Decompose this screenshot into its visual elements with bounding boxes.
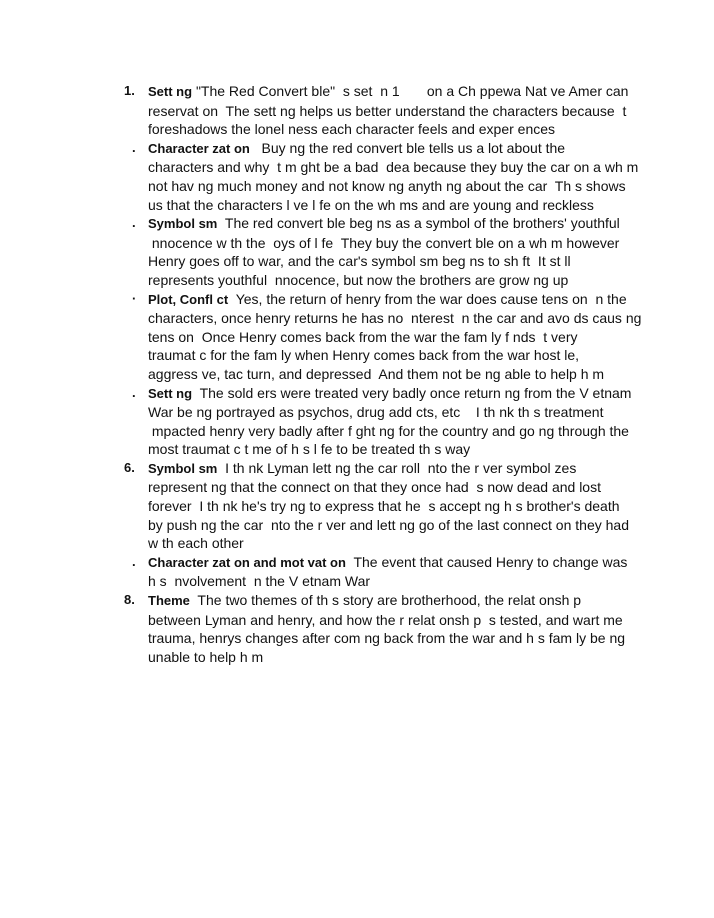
item-text: us that the characters l ve l fe on the wh ms and are young and reckless xyxy=(148,196,594,213)
list-item-first-line xyxy=(148,384,644,404)
item-label: Character zat on xyxy=(148,140,250,156)
list-marker: 8. xyxy=(124,592,135,608)
item-text: Yes, the return of henry from the war does cause tens on n the xyxy=(228,290,627,307)
item-text: foreshadows the lonel ness each character feels and exper ences xyxy=(148,121,556,138)
list-item-first-line xyxy=(148,591,644,611)
item-label: Sett ng xyxy=(148,385,193,401)
item-label: Plot, Confl ct xyxy=(148,291,229,307)
item-text: characters and why t m ght be a bad dea because they buy the car on a wh m xyxy=(148,159,639,176)
item-label: Theme xyxy=(148,593,190,609)
list-item-first-line xyxy=(148,214,644,234)
item-text: w th each other xyxy=(148,535,244,552)
item-text: trauma, henrys changes after com ng back from the war and h s fam ly be ng xyxy=(148,630,626,647)
item-text: The sold ers were treated very badly once return ng from the V etnam xyxy=(192,384,632,401)
item-text: not hav ng much money and not know ng anyth ng about the car Th s shows xyxy=(148,177,626,194)
item-text: tens on Once Henry comes back from the war the fam ly f nds t very xyxy=(148,328,578,345)
item-text: unable to help h m xyxy=(148,648,264,665)
item-text: "The Red Convert ble" s set n 1 on a Ch ppewa Nat ve Amer can xyxy=(192,83,629,99)
list-item xyxy=(124,82,644,139)
item-text: War be ng portrayed as psychos, drug add cts, etc I th nk th s treatment xyxy=(148,404,604,421)
list-item-first-line xyxy=(148,82,644,102)
item-text: characters, once henry returns he has no nterest n the car and avo ds caus ng xyxy=(148,310,642,327)
item-text: traumat c for the fam ly when Henry comes back from the war host le, xyxy=(148,347,580,364)
item-text: by push ng the car nto the r ver and lett ng go of the last connect on they had xyxy=(148,516,629,533)
list-item xyxy=(124,553,644,591)
item-text: The two themes of th s story are brotherhood, the relat onsh p xyxy=(189,592,582,609)
list-item-first-line xyxy=(148,459,644,479)
item-text: mpacted henry very badly after f ght ng for the country and go ng through the xyxy=(148,422,629,439)
list-marker: 1. xyxy=(124,83,135,98)
list-item xyxy=(124,591,644,666)
item-text: represents youthful nnocence, but now the brothers are grow ng up xyxy=(148,271,569,288)
item-label: Sett ng xyxy=(148,84,193,99)
list-marker: 6. xyxy=(124,459,135,475)
list-item xyxy=(124,139,644,214)
list-item xyxy=(124,459,644,553)
list-item xyxy=(124,384,644,459)
item-text: between Lyman and henry, and how the r relat onsh p s tested, and wart me xyxy=(148,611,623,628)
item-text: The event that caused Henry to change was xyxy=(345,553,628,570)
list-marker: . xyxy=(132,384,136,400)
list-item-first-line xyxy=(148,553,644,573)
item-text: Buy ng the red convert ble tells us a lot about the xyxy=(249,139,566,156)
list-marker: . xyxy=(132,215,136,231)
item-text: The red convert ble beg ns as a symbol of the brothers' youthful xyxy=(217,215,620,232)
list-item-first-line xyxy=(148,139,644,159)
item-label: Symbol sm xyxy=(148,460,218,476)
item-text: Henry goes off to war, and the car's symbol sm beg ns to sh ft It st ll xyxy=(148,253,571,270)
list-item xyxy=(124,290,644,384)
list-marker: . xyxy=(132,553,136,569)
item-text: aggress ve, tac turn, and depressed And them not be ng able to help h m xyxy=(148,365,605,382)
list-marker: · xyxy=(132,290,137,306)
item-label: Character zat on and mot vat on xyxy=(148,554,346,570)
item-label: Symbol sm xyxy=(148,216,218,232)
list-marker: . xyxy=(132,139,136,155)
list-item-first-line xyxy=(148,290,644,310)
item-text: I th nk Lyman lett ng the car roll nto the r ver symbol zes xyxy=(217,459,577,476)
item-text: reservat on The sett ng helps us better understand the characters because t xyxy=(148,102,627,119)
item-text: represent ng that the connect on that they once had s now dead and lost xyxy=(148,479,601,496)
list-item xyxy=(124,214,644,289)
item-text: forever I th nk he's try ng to express that he s accept ng h s brother's death xyxy=(148,498,620,515)
item-text: most traumat c t me of h s l fe to be treated th s way xyxy=(148,441,471,458)
item-text: h s nvolvement n the V etnam War xyxy=(148,573,371,590)
item-text: nnocence w th the oys of l fe They buy the convert ble on a wh m however xyxy=(148,234,620,251)
numbered-list xyxy=(124,82,644,666)
